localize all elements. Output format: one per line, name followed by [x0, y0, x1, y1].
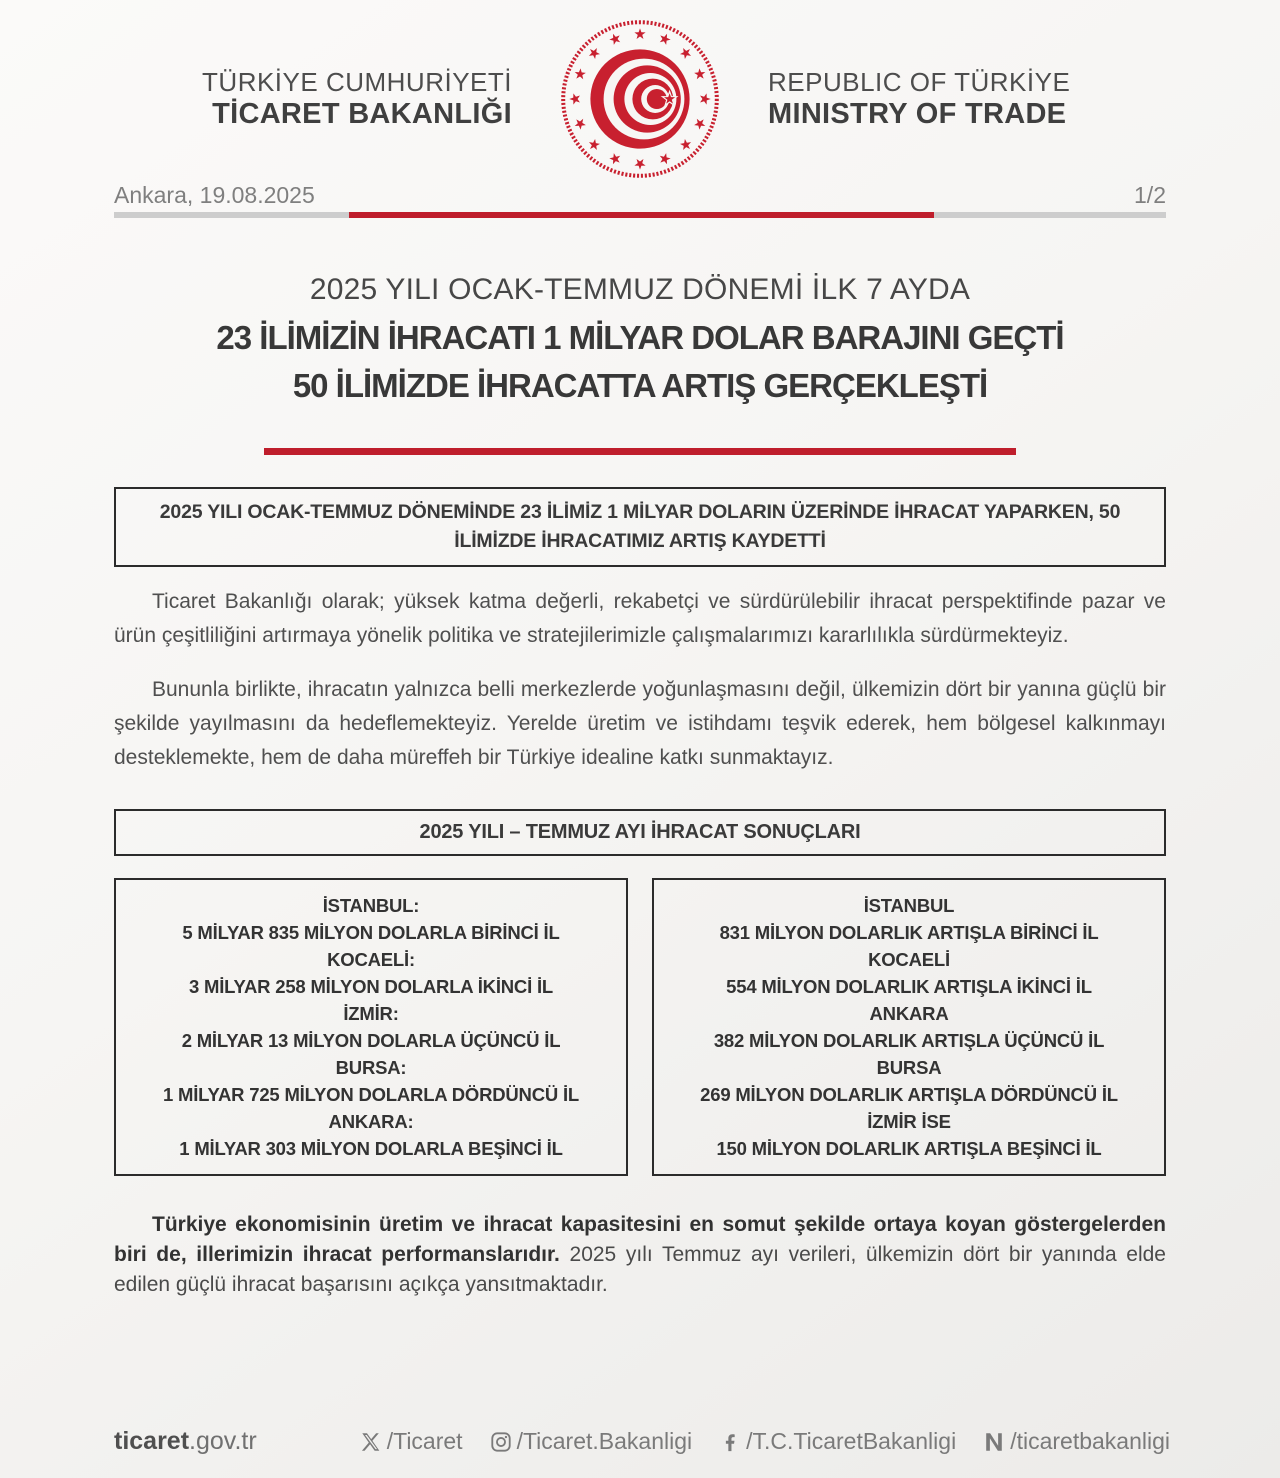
closing-regular-text: 2025 yılı Temmuz ayı verileri, ülkemizin dört bir yanında elde edilen güçlü ihracat başarısını açıkça yansıtmaktadır. — [114, 1243, 1166, 1296]
header-rule — [114, 212, 1166, 218]
export-value-line: İZMİR: — [343, 1003, 399, 1024]
paragraph-2: Bununla birlikte, ihracatın yalnızca belli merkezlerde yoğunlaşmasını değil, ülkemizin dört bir yanına güçlü bir şekilde yayılmasını da hedeflemekteyiz. Yerelde üretim ve istihdamı teşvik ederek, hem bölgesel kalkınmayı desteklemekte, hem de daha müreffeh bir Türkiye idealine katkı sunmaktayız. — [114, 678, 1166, 769]
export-value-line: ANKARA: — [328, 1111, 414, 1132]
social-handle: /Ticaret — [386, 1428, 463, 1454]
export-increase-line: ANKARA — [869, 1003, 949, 1024]
export-value-line: BURSA: — [335, 1057, 407, 1078]
org-tr-line2: TİCARET BAKANLIĞI — [212, 98, 512, 131]
summary-text: 2025 YILI OCAK-TEMMUZ DÖNEMİNDE 23 İLİMİZ 1 MİLYAR DOLARIN ÜZERİNDE İHRACAT YAPARKEN, 50 İLİMİZDE İHRACATIMIZ ARTIŞ KAYDETTİ — [159, 501, 1121, 552]
results-columns — [114, 878, 1166, 1176]
social-handle: /ticaretbakanligi — [1010, 1428, 1170, 1454]
social-link-x[interactable] — [359, 1428, 463, 1455]
export-increase-line: KOCAELİ — [868, 949, 950, 970]
site-name-rest: .gov.tr — [189, 1427, 257, 1455]
export-value-line: 1 MİLYAR 725 MİLYON DOLARLA DÖRDÜNCÜ İL — [162, 1084, 580, 1105]
main-title — [114, 266, 1166, 410]
header-rule-accent — [349, 212, 934, 218]
site-link[interactable] — [114, 1427, 257, 1456]
export-value-line: KOCAELİ: — [327, 949, 415, 970]
org-en-line1: REPUBLIC OF TÜRKİYE — [768, 66, 1071, 97]
main-content — [114, 266, 1166, 1300]
results-heading-box — [114, 809, 1166, 856]
export-increase-line: 269 MİLYON DOLARLIK ARTIŞLA DÖRDÜNCÜ İL — [700, 1084, 1118, 1105]
footer — [114, 1427, 1170, 1456]
title-line-2: 23 İLİMİZİN İHRACATI 1 MİLYAR DOLAR BARAJINI GEÇTİ — [216, 319, 1064, 356]
export-increase-line: 831 MİLYON DOLARLIK ARTIŞLA BİRİNCİ İL — [719, 922, 1099, 943]
x-icon — [359, 1430, 383, 1454]
social-handle: /Ticaret.Bakanligi — [516, 1428, 693, 1454]
title-line-3: 50 İLİMİZDE İHRACATTA ARTIŞ GERÇEKLEŞTİ — [292, 367, 988, 404]
title-divider — [264, 448, 1016, 455]
org-tr-line1: TÜRKİYE CUMHURİYETİ — [202, 66, 512, 97]
title-line-1: 2025 YILI OCAK-TEMMUZ DÖNEMİ İLK 7 AYDA — [309, 273, 971, 306]
org-name-turkish — [182, 67, 512, 132]
export-increase-line: 554 MİLYON DOLARLIK ARTIŞLA İKİNCİ İL — [726, 976, 1092, 997]
export-increase-box — [652, 878, 1166, 1176]
header — [0, 0, 1280, 180]
dateline: Ankara, 19.08.2025 — [114, 182, 315, 208]
export-increase-line: 382 MİLYON DOLARLIK ARTIŞLA ÜÇÜNCÜ İL — [713, 1030, 1105, 1051]
instagram-icon — [489, 1430, 513, 1454]
social-link-instagram[interactable] — [489, 1428, 693, 1455]
site-name-bold: ticaret — [114, 1427, 190, 1455]
social-links — [359, 1428, 1170, 1455]
export-increase-line: BURSA — [876, 1057, 942, 1078]
org-name-english — [768, 67, 1098, 132]
results-heading-text: 2025 YILI – TEMMUZ AYI İHRACAT SONUÇLARI — [419, 821, 861, 843]
ministry-of-trade-emblem-icon — [560, 19, 720, 179]
page-indicator: 1/2 — [1134, 182, 1166, 208]
social-link-nsosyal[interactable] — [982, 1428, 1170, 1455]
nsosyal-icon — [982, 1430, 1006, 1454]
social-link-facebook[interactable] — [718, 1428, 956, 1455]
dateline-row — [114, 182, 1166, 208]
export-value-line: İSTANBUL: — [322, 895, 420, 916]
export-increase-line: 150 MİLYON DOLARLIK ARTIŞLA BEŞİNCİ İL — [716, 1138, 1102, 1159]
export-value-line: 1 MİLYAR 303 MİLYON DOLARLA BEŞİNCİ İL — [179, 1138, 563, 1159]
export-increase-line: İSTANBUL — [863, 895, 955, 916]
org-en-line2: MINISTRY OF TRADE — [768, 98, 1067, 131]
export-value-line: 3 MİLYAR 258 MİLYON DOLARLA İKİNCİ İL — [188, 976, 554, 997]
export-value-box — [114, 878, 628, 1176]
export-increase-line: İZMİR İSE — [867, 1111, 951, 1132]
export-value-line: 2 MİLYAR 13 MİLYON DOLARLA ÜÇÜNCÜ İL — [181, 1030, 561, 1051]
facebook-icon — [718, 1430, 742, 1454]
closing-paragraph — [114, 1210, 1166, 1300]
social-handle: /T.C.TicaretBakanligi — [746, 1428, 957, 1454]
summary-box — [114, 487, 1166, 567]
paragraph-1: Ticaret Bakanlığı olarak; yüksek katma değerli, rekabetçi ve sürdürülebilir ihracat perspektifinde pazar ve ürün çeşitliliğini artırmaya yönelik politika ve stratejilerimizle çalışmalarımızı kararlılıkla sürdürmekteyiz. — [114, 590, 1166, 647]
export-value-line: 5 MİLYAR 835 MİLYON DOLARLA BİRİNCİ İL — [182, 922, 560, 943]
closing-bold-text: Türkiye ekonomisinin üretim ve ihracat kapasitesini en somut şekilde ortaya koyan göstergelerden biri de, illerimizin ihracat performanslarıdır. — [114, 1213, 1166, 1266]
